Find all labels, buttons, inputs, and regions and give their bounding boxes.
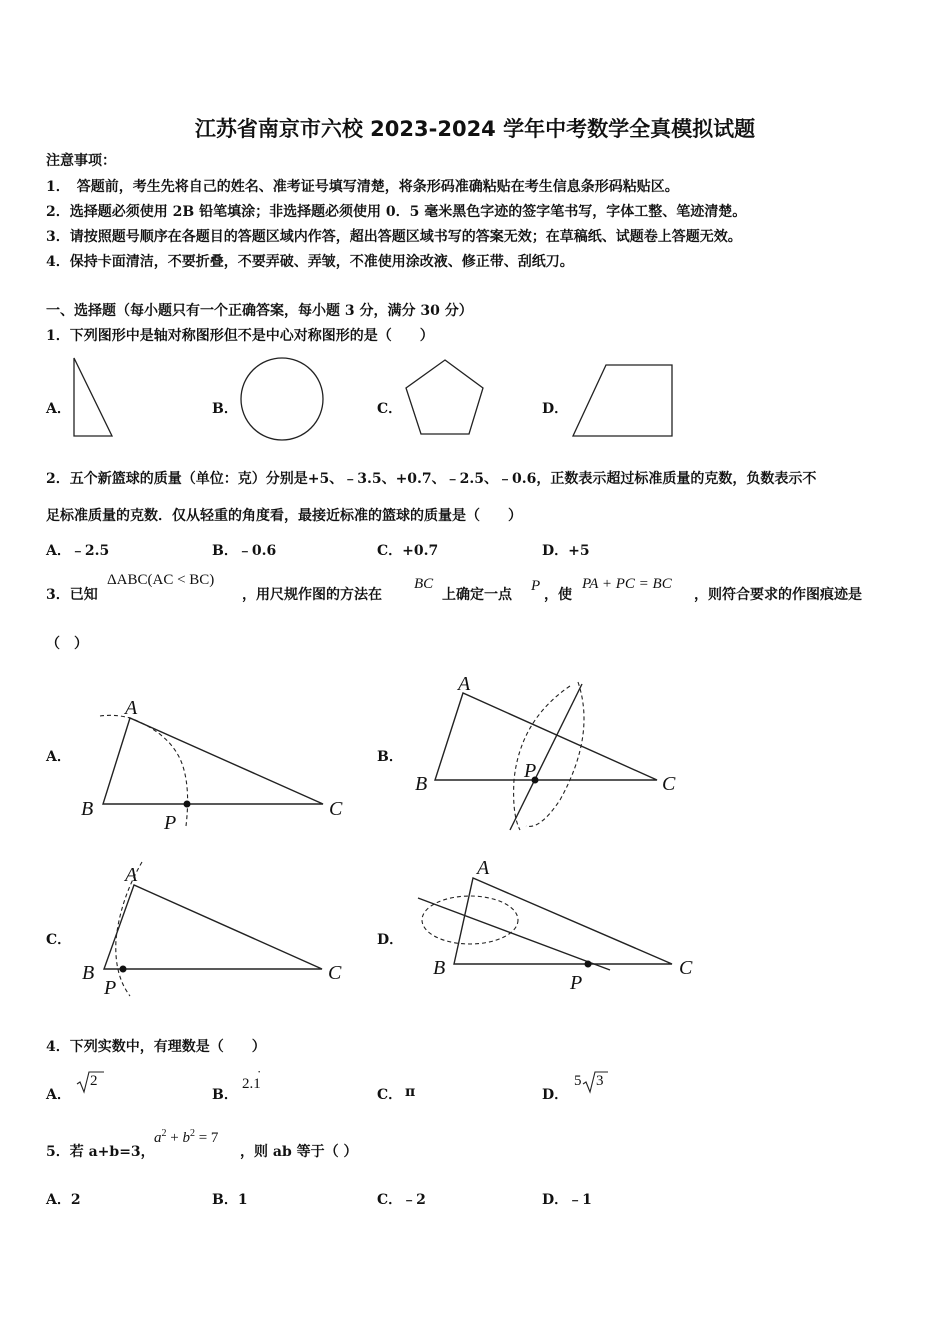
q3-prefix: 3．已知 xyxy=(46,587,98,603)
q3-triangle-math: ΔABC(AC < BC) xyxy=(107,572,215,588)
section-heading: 一、选择题（每小题只有一个正确答案，每小题 3 分，满分 30 分） xyxy=(46,303,473,319)
q3-b-label-b: B xyxy=(415,773,428,795)
q5-option-c: C．﹣2 xyxy=(377,1192,426,1208)
q1-option-d-label: D． xyxy=(542,401,569,417)
q5-eq-sup1: 2 xyxy=(161,1128,167,1139)
q5-eq-plus: + xyxy=(166,1130,183,1146)
q3-text-3: ，使 xyxy=(544,587,572,603)
q3-a-label-p: P xyxy=(164,812,177,834)
q4-option-c-label: C． xyxy=(377,1087,403,1103)
notice-item-2: 2．选择题必须使用 2B 铅笔填涂；非选择题必须使用 0．5 毫米黑色字迹的签字笔书写，字体工整、笔迹清楚。 xyxy=(46,204,747,220)
q5-eq-b: b xyxy=(182,1130,190,1146)
q1-option-b-label: B． xyxy=(212,401,238,417)
notice-item-4: 4．保持卡面清洁，不要折叠，不要弄破、弄皱，不准使用涂改液、修正带、刮纸刀。 xyxy=(46,254,574,270)
q3-b-label-c: C xyxy=(662,773,676,795)
q5-option-b: B．1 xyxy=(212,1192,248,1208)
q4-option-a-label: A． xyxy=(46,1087,71,1103)
q3-figure-b xyxy=(415,673,676,830)
q3-d-label-p: P xyxy=(570,972,583,994)
q3-option-b-label: B． xyxy=(377,749,403,765)
q3-d-label-a: A xyxy=(477,857,490,879)
q4-option-a-radicand: 2 xyxy=(90,1073,98,1089)
q5-option-a: A．2 xyxy=(46,1192,81,1208)
q2-option-b: B．﹣0.6 xyxy=(212,543,277,559)
q3-bc-math: BC xyxy=(414,576,434,592)
q3-b-label-p: P xyxy=(524,760,537,782)
q2-option-a: A．﹣2.5 xyxy=(46,543,110,559)
q5-eq-sup2: 2 xyxy=(189,1128,195,1139)
q2-stem-line1: 2．五个新篮球的质量（单位：克）分别是+5、﹣3.5、+0.7、﹣2.5、﹣0.6，正数表示超过标准质量的克数，负数表示不 xyxy=(46,471,817,487)
notice-heading: 注意事项： xyxy=(46,153,116,169)
q3-figure-a xyxy=(81,697,343,834)
q3-c-label-p: P xyxy=(104,977,117,999)
q3-condition-math: PA + PC = BC xyxy=(582,576,672,592)
q4-option-b-label: B． xyxy=(212,1087,238,1103)
q3-a-label-c: C xyxy=(329,798,343,820)
q3-suffix: ，则符合要求的作图痕迹是 xyxy=(694,587,862,603)
q5-prefix: 5．若 a+b=3， xyxy=(46,1144,155,1160)
q3-option-d-label: D． xyxy=(377,932,404,948)
q5-suffix: ，则 ab 等于（ ） xyxy=(240,1144,358,1160)
q4-sqrt-sign-d xyxy=(582,1070,608,1094)
q4-option-b-value: 2.1 xyxy=(242,1076,261,1092)
q3-text-2: 上确定一点 xyxy=(442,587,512,603)
q3-b-label-a: A xyxy=(458,673,471,695)
q1-option-a-label: A． xyxy=(46,401,71,417)
q3-a-label-a: A xyxy=(125,697,138,719)
q4-option-d-radicand: 3 xyxy=(596,1073,604,1089)
q1-stem: 1．下列图形中是轴对称图形但不是中心对称图形的是（ ） xyxy=(46,328,434,344)
q3-figure-d xyxy=(418,857,693,994)
q5-eq-rhs: = 7 xyxy=(194,1130,219,1146)
notice-item-3: 3．请按照题号顺序在各题目的答题区域内作答，超出答题区域书写的答案无效；在草稿纸、试题卷上答题无效。 xyxy=(46,229,742,245)
q4-option-d-coef: 5 xyxy=(574,1073,582,1089)
q2-option-d: D．+5 xyxy=(542,543,590,559)
q3-d-label-b: B xyxy=(433,957,446,979)
q3-c-label-c: C xyxy=(328,962,342,984)
q5-equation xyxy=(154,1128,218,1147)
q4-option-b-repeat-dot: · xyxy=(257,1064,262,1079)
q3-a-label-b: B xyxy=(81,798,94,820)
q3-text-1: ，用尺规作图的方法在 xyxy=(242,587,382,603)
q3-figure-c xyxy=(82,862,342,999)
q1-option-c-label: C． xyxy=(377,401,403,417)
q2-stem-line2: 足标准质量的克数．仅从轻重的角度看，最接近标准的篮球的质量是（ ） xyxy=(46,508,522,524)
q3-c-label-b: B xyxy=(82,962,95,984)
q4-stem: 4．下列实数中，有理数是（ ） xyxy=(46,1039,266,1055)
q5-option-d: D．﹣1 xyxy=(542,1192,592,1208)
q3-paren: （ ） xyxy=(46,636,88,652)
q4-option-c-value: π xyxy=(405,1084,416,1100)
q3-option-c-label: C． xyxy=(46,932,72,948)
page-title: 江苏省南京市六校 2023-2024 学年中考数学全真模拟试题 xyxy=(194,117,756,141)
notice-item-1: 1． 答题前，考生先将自己的姓名、准考证号填写清楚，将条形码准确粘贴在考生信息条形码粘贴区。 xyxy=(46,179,679,195)
q3-p-math: P xyxy=(531,578,541,594)
q3-c-label-a: A xyxy=(125,864,138,886)
q2-option-c: C．+0.7 xyxy=(377,543,439,559)
q3-d-label-c: C xyxy=(679,957,693,979)
q4-option-d-label: D． xyxy=(542,1087,569,1103)
q3-option-a-label: A． xyxy=(46,749,71,765)
q5-eq-a: a xyxy=(154,1130,162,1146)
